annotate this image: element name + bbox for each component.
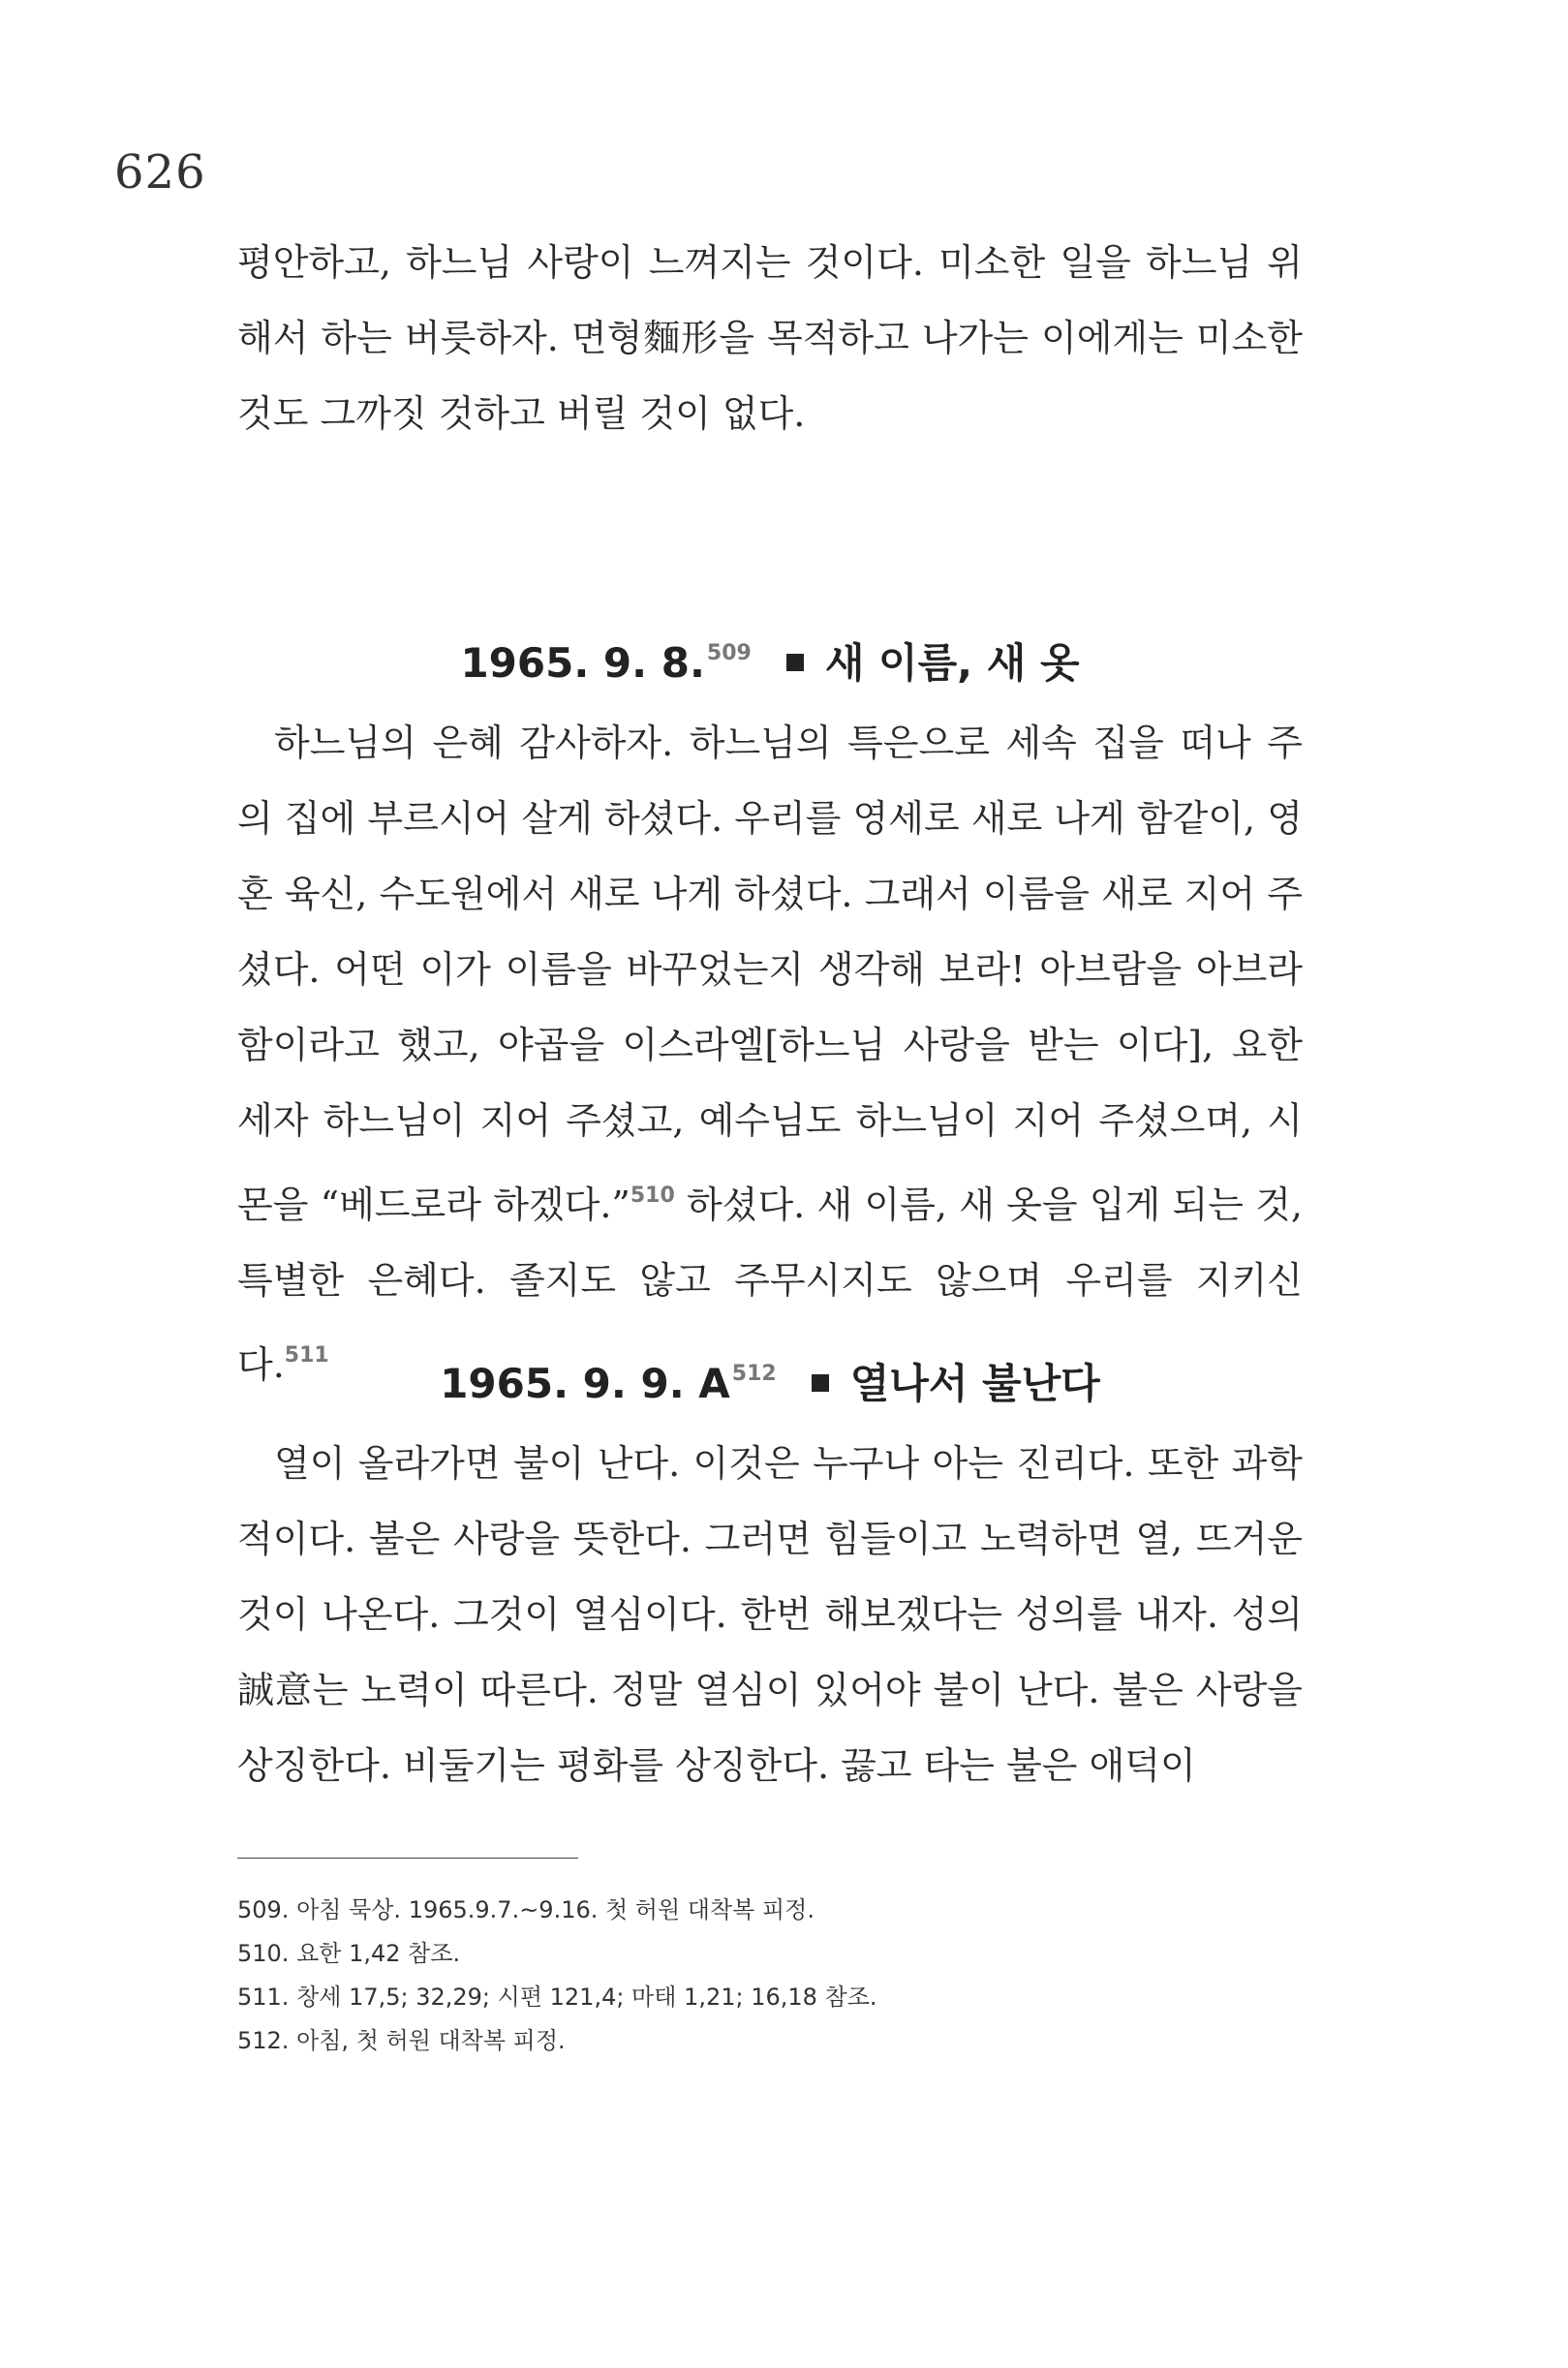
footnote: 509. 아침 묵상. 1965.9.7.~9.16. 첫 허원 대착복 피정. (237, 1896, 815, 1923)
square-bullet-icon (786, 654, 804, 671)
entry-heading (237, 631, 1303, 690)
footnote: 512. 아침, 첫 허원 대착복 피정. (237, 2027, 566, 2054)
entry-heading (237, 1352, 1303, 1410)
entry-title: 열나서 불난다 (849, 1360, 1100, 1407)
footnotes (237, 1889, 1303, 2063)
footnote-ref: 510 (630, 1184, 675, 1208)
entry-body-text: 하셨다. 새 이름, 새 옷을 입게 되는 것, 특별한 은혜다. 졸지도 않고 주무시지도 않으며 우리를 지키신다. (237, 1184, 1303, 1386)
page-number: 626 (114, 145, 206, 200)
intro-paragraph: 평안하고, 하느님 사랑이 느껴지는 것이다. 미소한 일을 하느님 위해서 하는 버릇하자. 면형麵形을 목적하고 나가는 이에게는 미소한 것도 그까짓 것하고 버릴 것이 없다. (237, 241, 1303, 435)
entry-date: 1965. 9. 8. (460, 639, 705, 687)
square-bullet-icon (812, 1374, 829, 1392)
entry-title: 새 이름, 새 옷 (824, 639, 1080, 687)
footnote-ref: 509 (706, 641, 752, 665)
footnote: 510. 요한 1,42 참조. (237, 1940, 461, 1967)
entry-date: 1965. 9. 9. A (440, 1360, 730, 1407)
footnote-ref: 511 (284, 1343, 329, 1368)
footnote-ref: 512 (731, 1362, 777, 1386)
entry-body-text: 하느님의 은혜 감사하자. 하느님의 특은으로 세속 집을 떠나 주의 집에 부르시어 살게 하셨다. 우리를 영세로 새로 나게 함같이, 영혼 육신, 수도원에서 새로 나게 하셨다. 그래서 이름을 새로 지어 주셨다. 어떤 이가 이름을 바꾸었는지 생각해 보라! 아브람을 아브라함이라고 했고, 야곱을 이스라엘[하느님 사랑을 받는 이다], 요한 세자 하느님이 지어 주셨고, 예수님도 하느님이 지어 주셨으며, 시몬을 “베드로라 하겠다.” (237, 722, 1303, 1226)
entry-body (237, 705, 1303, 1402)
footnote: 511. 창세 17,5; 32,29; 시편 121,4; 마태 1,21; 16,18 참조. (237, 1984, 877, 2011)
footnote-divider (237, 1858, 578, 1859)
entry-body: 열이 올라가면 불이 난다. 이것은 누구나 아는 진리다. 또한 과학적이다. 불은 사랑을 뜻한다. 그러면 힘들이고 노력하면 열, 뜨거운 것이 나온다. 그것이 열심이다. 한번 해보겠다는 성의를 내자. 성의誠意는 노력이 따른다. 정말 열심이 있어야 불이 난다. 불은 사랑을 상징한다. 비둘기는 평화를 상징한다. 끓고 타는 불은 애덕이 (237, 1442, 1303, 1787)
